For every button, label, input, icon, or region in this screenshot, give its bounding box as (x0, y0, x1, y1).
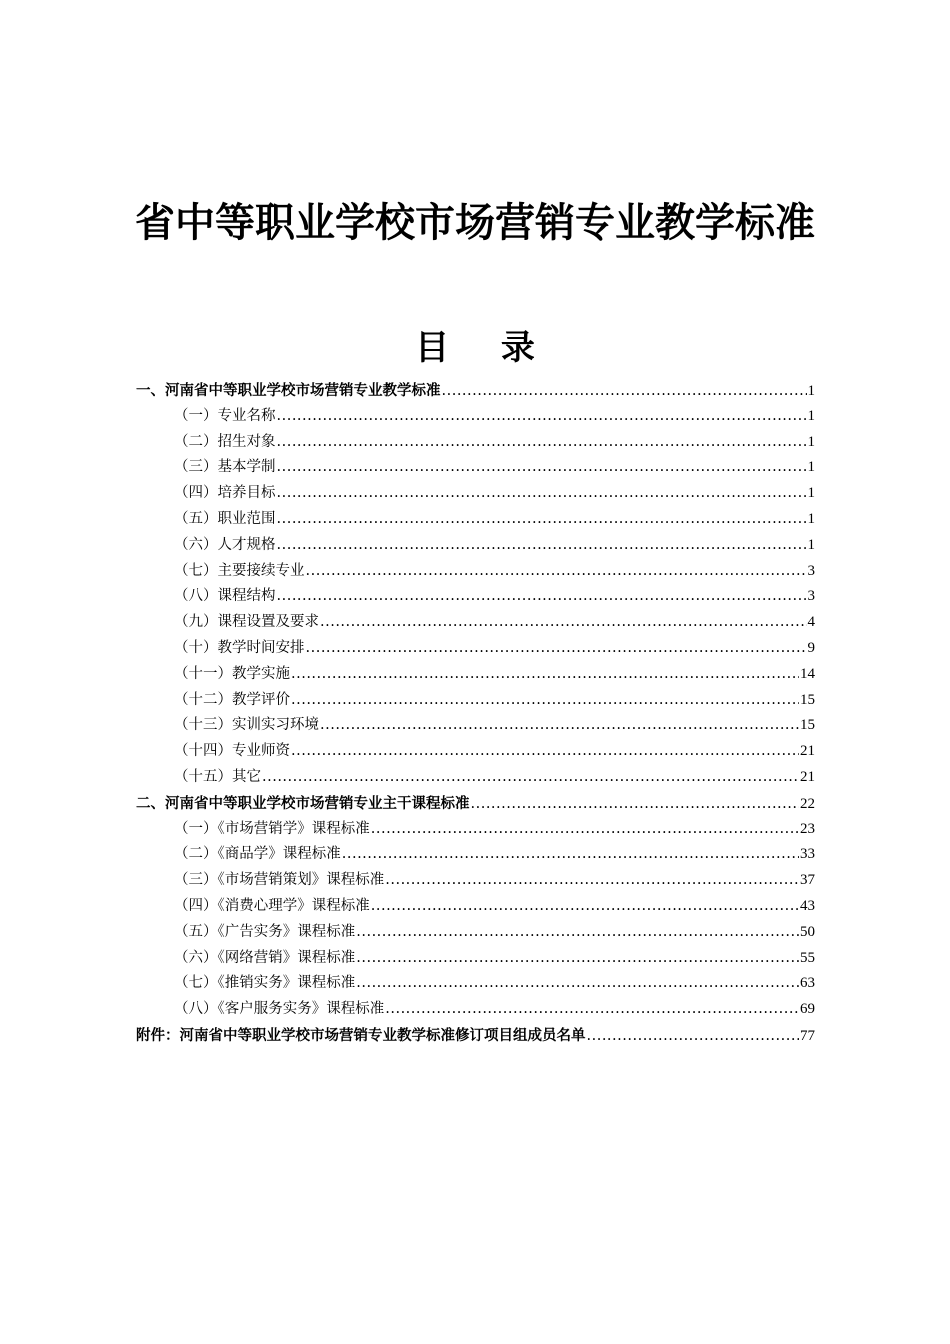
toc-dot-leader (262, 765, 799, 791)
toc-entry-label: （十一）教学实施 (174, 665, 290, 682)
toc-entry[interactable] (136, 817, 815, 843)
toc-dot-leader (385, 997, 799, 1023)
toc-dot-leader (277, 533, 807, 559)
toc-entry[interactable] (136, 868, 815, 894)
toc-dot-leader (587, 1024, 800, 1050)
toc-entry-label: （五）职业范围 (174, 510, 276, 527)
toc-entry-page-number: 9 (807, 639, 815, 656)
toc-entry-page-number: 1 (807, 485, 815, 502)
toc-dot-leader (371, 817, 799, 843)
toc-entry[interactable] (136, 688, 815, 714)
toc-entry[interactable] (136, 455, 815, 481)
toc-entry-page-number: 50 (800, 923, 815, 940)
toc-dot-leader (277, 430, 807, 456)
toc-entry-page-number: 63 (800, 975, 815, 992)
toc-entry[interactable] (136, 997, 815, 1023)
toc-entry[interactable] (136, 430, 815, 456)
toc-entry[interactable] (136, 559, 815, 585)
toc-entry-label: （六）人才规格 (174, 536, 276, 553)
toc-dot-leader (291, 662, 799, 688)
toc-entry-page-number: 15 (800, 717, 815, 734)
toc-entry[interactable] (136, 946, 815, 972)
toc-entry-label: （一）《市场营销学》课程标准 (174, 820, 370, 837)
toc-dot-leader (320, 610, 807, 636)
toc-dot-leader (471, 792, 800, 818)
toc-entry-label: （一）专业名称 (174, 407, 276, 424)
toc-entry[interactable] (136, 404, 815, 430)
toc-dot-leader (277, 481, 807, 507)
toc-entry-label: （三）基本学制 (174, 459, 276, 476)
document-title: 省中等职业学校市场营销专业教学标准 (135, 199, 815, 246)
toc-entry-label: （九）课程设置及要求 (174, 614, 319, 631)
toc-dot-leader (442, 379, 807, 405)
toc-entry[interactable] (136, 894, 815, 920)
table-of-contents (136, 378, 815, 1049)
toc-dot-leader (306, 636, 807, 662)
toc-entry-label: （三）《市场营销策划》课程标准 (174, 872, 385, 889)
toc-entry-label: （四）培养目标 (174, 485, 276, 502)
toc-entry-label: （十三）实训实习环境 (174, 717, 319, 734)
toc-entry-page-number: 33 (800, 846, 815, 863)
toc-entry[interactable] (136, 1023, 815, 1049)
toc-entry-page-number: 22 (800, 795, 815, 812)
toc-dot-leader (356, 971, 799, 997)
toc-entry-page-number: 3 (807, 562, 815, 579)
toc-entry-label: （十五）其它 (174, 768, 261, 785)
toc-dot-leader (291, 739, 799, 765)
toc-entry-page-number: 1 (807, 510, 815, 527)
toc-entry-label: （四）《消费心理学》课程标准 (174, 897, 370, 914)
toc-entry[interactable] (136, 636, 815, 662)
toc-entry-page-number: 4 (807, 614, 815, 631)
toc-entry-label: （二）《商品学》课程标准 (174, 846, 341, 863)
toc-entry-page-number: 3 (807, 588, 815, 605)
toc-entry-label: 附件：河南省中等职业学校市场营销专业教学标准修订项目组成员名单 (136, 1026, 586, 1044)
toc-entry-label: （五）《广告实务》课程标准 (174, 923, 356, 940)
toc-dot-leader (277, 584, 807, 610)
toc-entry-label: （八）课程结构 (174, 588, 276, 605)
toc-entry-label: （二）招生对象 (174, 433, 276, 450)
toc-entry-label: 一、河南省中等职业学校市场营销专业教学标准 (136, 382, 441, 399)
toc-entry-label: （八）《客户服务实务》课程标准 (174, 1001, 385, 1018)
toc-entry[interactable] (136, 662, 815, 688)
toc-dot-leader (291, 688, 799, 714)
toc-dot-leader (356, 920, 799, 946)
toc-entry-page-number: 1 (807, 459, 815, 476)
toc-entry[interactable] (136, 507, 815, 533)
toc-entry-page-number: 1 (807, 433, 815, 450)
toc-entry[interactable] (136, 739, 815, 765)
toc-dot-leader (320, 713, 799, 739)
toc-entry-page-number: 43 (800, 897, 815, 914)
toc-dot-leader (306, 559, 807, 585)
toc-entry[interactable] (136, 584, 815, 610)
toc-entry-page-number: 77 (800, 1027, 815, 1044)
toc-entry-label: （七）《推销实务》课程标准 (174, 975, 356, 992)
toc-entry-label: （十）教学时间安排 (174, 639, 305, 656)
toc-entry-label: （七）主要接续专业 (174, 562, 305, 579)
toc-entry-page-number: 69 (800, 1001, 815, 1018)
toc-entry[interactable] (136, 533, 815, 559)
toc-entry-label: （十四）专业师资 (174, 743, 290, 760)
toc-entry-page-number: 23 (800, 820, 815, 837)
toc-dot-leader (277, 455, 807, 481)
toc-entry-page-number: 1 (807, 383, 815, 399)
toc-dot-leader (277, 507, 807, 533)
toc-entry-page-number: 21 (800, 743, 815, 760)
toc-dot-leader (385, 868, 799, 894)
toc-entry-page-number: 37 (800, 872, 815, 889)
toc-entry[interactable] (136, 610, 815, 636)
toc-dot-leader (371, 894, 799, 920)
toc-entry[interactable] (136, 481, 815, 507)
toc-entry-page-number: 1 (807, 407, 815, 424)
toc-entry-label: 二、河南省中等职业学校市场营销专业主干课程标准 (136, 794, 470, 812)
toc-entry[interactable] (136, 713, 815, 739)
toc-dot-leader (356, 946, 799, 972)
toc-entry-label: （六）《网络营销》课程标准 (174, 949, 356, 966)
toc-entry-label: （十二）教学评价 (174, 691, 290, 708)
toc-entry-page-number: 55 (800, 949, 815, 966)
toc-entry[interactable] (136, 791, 815, 817)
toc-entry[interactable] (136, 765, 815, 791)
toc-entry[interactable] (136, 378, 815, 404)
toc-entry[interactable] (136, 920, 815, 946)
toc-entry-page-number: 14 (800, 665, 815, 682)
toc-heading: 目 录 (415, 328, 555, 368)
toc-entry-page-number: 21 (800, 768, 815, 785)
toc-entry-page-number: 15 (800, 691, 815, 708)
toc-entry-page-number: 1 (807, 536, 815, 553)
toc-entry[interactable] (136, 971, 815, 997)
toc-entry[interactable] (136, 842, 815, 868)
toc-dot-leader (342, 842, 799, 868)
toc-dot-leader (277, 404, 807, 430)
